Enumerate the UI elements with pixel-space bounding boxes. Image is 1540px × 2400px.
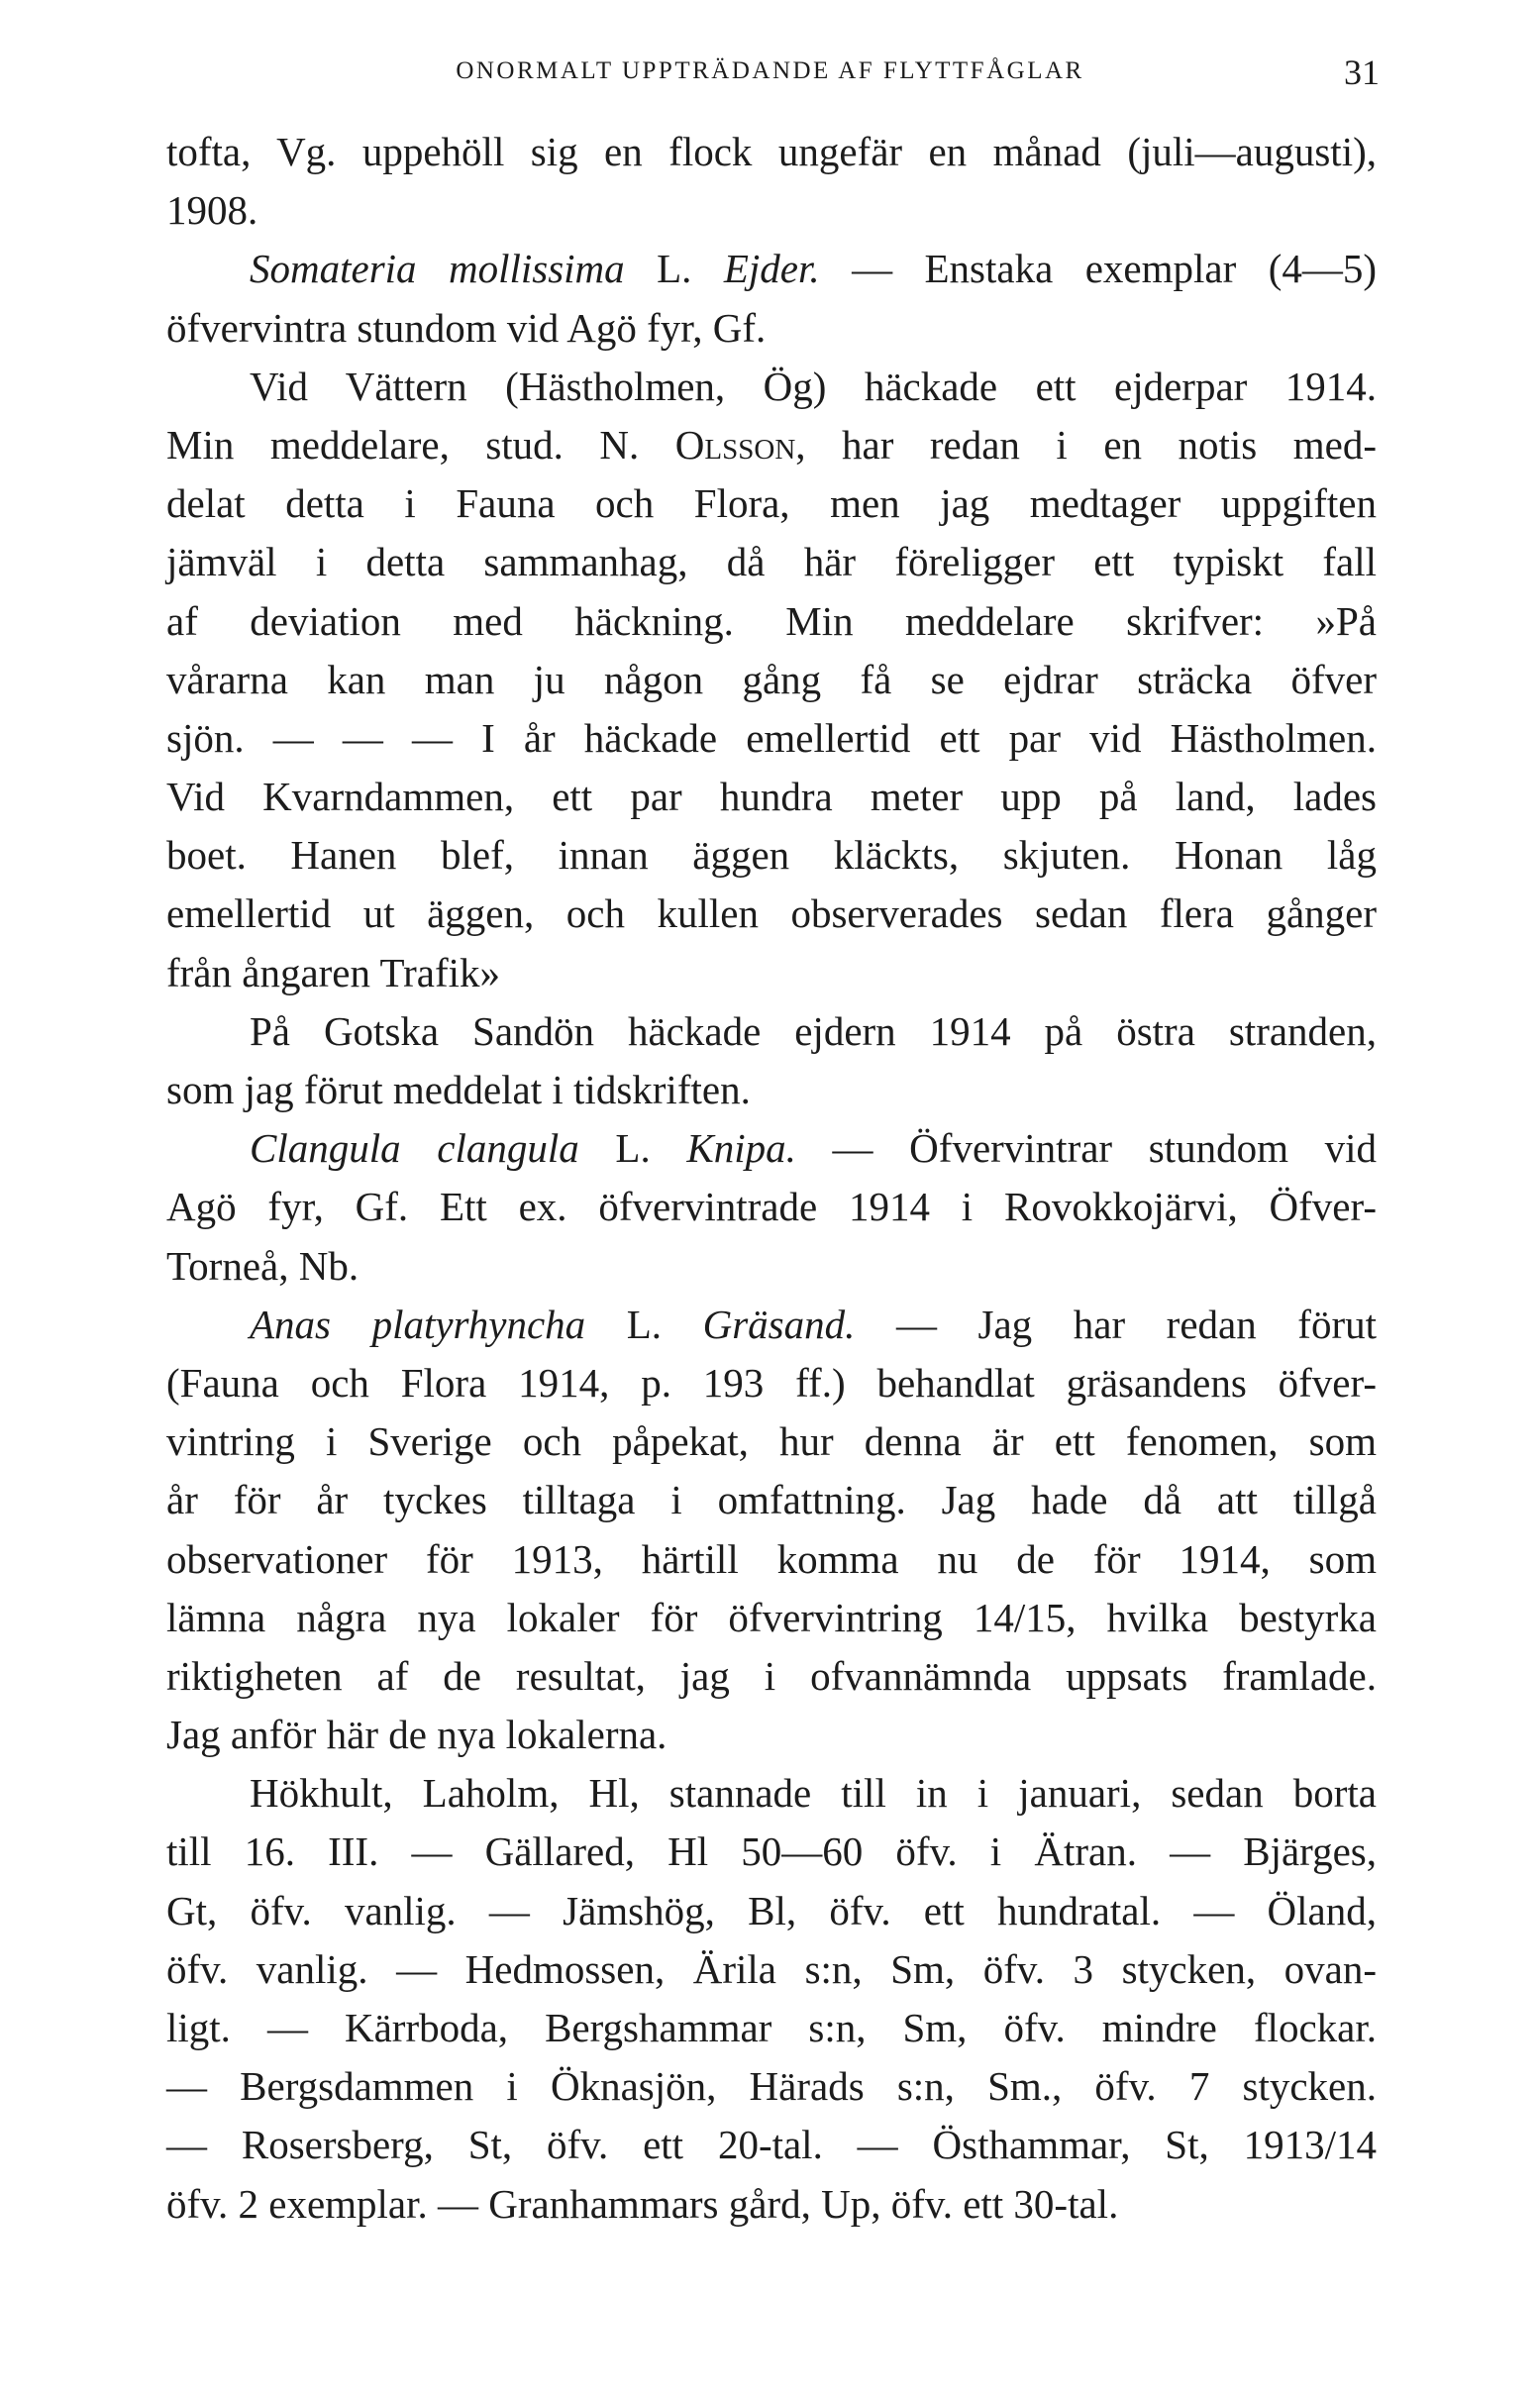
- text-span: Min meddelare, stud. N.: [166, 421, 675, 468]
- text-span: Agö fyr, Gf. Ett ex. öfvervintrade 1914 i Rovokkojärvi, Öfver-: [166, 1184, 1377, 1230]
- text-line: [166, 826, 1377, 885]
- text-line: [166, 1589, 1377, 1647]
- italic-span: Clangula clangula: [250, 1125, 579, 1172]
- text-span: Torneå, Nb.: [166, 1242, 359, 1289]
- text-line: [166, 1530, 1377, 1589]
- text-span: 1908.: [166, 187, 258, 234]
- text-span: L.: [624, 246, 724, 292]
- italic-span: Anas platyrhyncha: [250, 1301, 586, 1347]
- text-line: [166, 1296, 1377, 1354]
- text-line: [166, 1647, 1377, 1706]
- text-line: [166, 240, 1377, 298]
- text-line: [166, 533, 1377, 591]
- text-span: sjön. — — — I år häckade emellertid ett par vid Hästholmen.: [166, 714, 1377, 761]
- text-line: [166, 709, 1377, 768]
- text-line: [166, 1002, 1377, 1061]
- italic-span: Ejder.: [723, 246, 820, 292]
- italic-span: Somateria mollissima: [250, 246, 625, 292]
- body-text: [166, 123, 1377, 2234]
- text-span: från ångaren Trafik»: [166, 949, 501, 995]
- text-span: — Öfvervintrar stundom vid: [795, 1125, 1378, 1172]
- text-span: På Gotska Sandön häckade ejdern 1914 på östra stranden,: [250, 1007, 1377, 1054]
- text-span: vårarna kan man ju någon gång få se ejdrar sträcka öfver: [166, 656, 1377, 702]
- text-line: [166, 299, 1377, 358]
- text-span: observationer för 1913, härtill komma nu de för 1914, som: [166, 1535, 1377, 1582]
- text-line: [166, 2175, 1377, 2234]
- paragraph: [166, 1764, 1377, 2234]
- paragraph: [166, 1002, 1377, 1119]
- text-span: — Rosersberg, St, öfv. ett 20-tal. — Östhammar, St, 1913/14: [166, 2122, 1377, 2168]
- text-line: [166, 1178, 1377, 1236]
- running-head: [0, 52, 1540, 97]
- text-span: Hökhult, Laholm, Hl, stannade till in i januari, sedan borta: [250, 1770, 1377, 1817]
- text-span: som jag förut meddelat i tidskriften.: [166, 1067, 751, 1112]
- text-line: [166, 474, 1377, 533]
- text-span: — Enstaka exemplar (4—5): [819, 246, 1377, 292]
- italic-span: Gräsand.: [702, 1301, 856, 1347]
- text-span: boet. Hanen blef, innan äggen kläckts, skjuten. Honan låg: [166, 832, 1377, 879]
- text-line: [166, 1706, 1377, 1764]
- text-span: Vid Kvarndammen, ett par hundra meter upp på land, lades: [166, 774, 1377, 820]
- text-span: öfv. 2 exemplar. — Granhammars gård, Up, öfv. ett 30-tal.: [166, 2180, 1119, 2227]
- text-line: [166, 1823, 1377, 1881]
- text-span: jämväl i detta sammanhag, då här föreligger ett typiskt fall: [166, 539, 1377, 585]
- text-line: [166, 1999, 1377, 2057]
- italic-span: Knipa.: [686, 1125, 796, 1172]
- text-line: [166, 592, 1377, 651]
- text-line: [166, 2116, 1377, 2174]
- text-span: emellertid ut äggen, och kullen observerades sedan flera gånger: [166, 890, 1377, 937]
- text-line: [166, 885, 1377, 943]
- text-span: L.: [585, 1301, 703, 1347]
- text-line: [166, 768, 1377, 826]
- text-span: öfv. vanlig. — Hedmossen, Ärila s:n, Sm, öfv. 3 stycken, ovan-: [166, 1945, 1377, 1992]
- text-span: riktigheten af de resultat, jag i ofvannämnda uppsats framlade.: [166, 1652, 1377, 1699]
- text-line: [166, 1119, 1377, 1178]
- text-line: [166, 358, 1377, 416]
- text-span: — Bergsdammen i Öknasjön, Härads s:n, Sm., öfv. 7 stycken.: [166, 2063, 1377, 2110]
- text-line: [166, 123, 1377, 181]
- text-span: af deviation med häckning. Min meddelare skrifver: »På: [166, 597, 1377, 644]
- text-span: vintring i Sverige och påpekat, hur denna är ett fenomen, som: [166, 1418, 1377, 1465]
- paragraph: [166, 1296, 1377, 1765]
- running-title: ONORMALT UPPTRÄDANDE AF FLYTTFÅGLAR: [456, 57, 1084, 84]
- text-span: Vid Vättern (Hästholmen, Ög) häckade ett ejderpar 1914.: [250, 363, 1377, 409]
- text-span: Jag anför här de nya lokalerna.: [166, 1712, 667, 1758]
- text-span: , har redan i en notis med-: [795, 421, 1378, 468]
- text-span: till 16. III. — Gällared, Hl 50—60 öfv. i Ätran. — Bjärges,: [166, 1828, 1377, 1875]
- text-span: ligt. — Kärrboda, Bergshammar s:n, Sm, öfv. mindre flockar.: [166, 2005, 1377, 2050]
- paragraph: [166, 123, 1377, 240]
- text-span: delat detta i Fauna och Flora, men jag medtager uppgiften: [166, 480, 1377, 527]
- text-span: — Jag har redan förut: [855, 1301, 1377, 1347]
- text-span: (Fauna och Flora 1914, p. 193 ff.) behandlat gräsandens öfver-: [166, 1359, 1377, 1406]
- text-line: [166, 1940, 1377, 1999]
- text-span: L.: [578, 1125, 687, 1172]
- text-line: [166, 1237, 1377, 1296]
- smallcaps-span: Olsson: [674, 421, 796, 468]
- text-line: [166, 1471, 1377, 1529]
- text-line: [166, 416, 1377, 474]
- text-span: lämna några nya lokaler för öfvervintring 14/15, hvilka bestyrka: [166, 1594, 1377, 1640]
- text-line: [166, 944, 1377, 1002]
- text-line: [166, 2057, 1377, 2116]
- page-number: 31: [1344, 52, 1380, 92]
- paragraph: [166, 1119, 1377, 1296]
- text-span: Gt, öfv. vanlig. — Jämshög, Bl, öfv. ett hundratal. — Öland,: [166, 1887, 1377, 1933]
- text-span: år för år tyckes tilltaga i omfattning. Jag hade då att tillgå: [166, 1477, 1377, 1523]
- text-line: [166, 651, 1377, 709]
- text-line: [166, 1882, 1377, 1940]
- text-span: tofta, Vg. uppehöll sig en flock ungefär en månad (juli—augusti),: [166, 129, 1377, 174]
- text-line: [166, 1061, 1377, 1119]
- text-span: öfvervintra stundom vid Agö fyr, Gf.: [166, 304, 767, 351]
- text-line: [166, 181, 1377, 240]
- text-line: [166, 1354, 1377, 1412]
- text-line: [166, 1764, 1377, 1823]
- paragraph: [166, 240, 1377, 357]
- paragraph: [166, 358, 1377, 1002]
- text-line: [166, 1412, 1377, 1471]
